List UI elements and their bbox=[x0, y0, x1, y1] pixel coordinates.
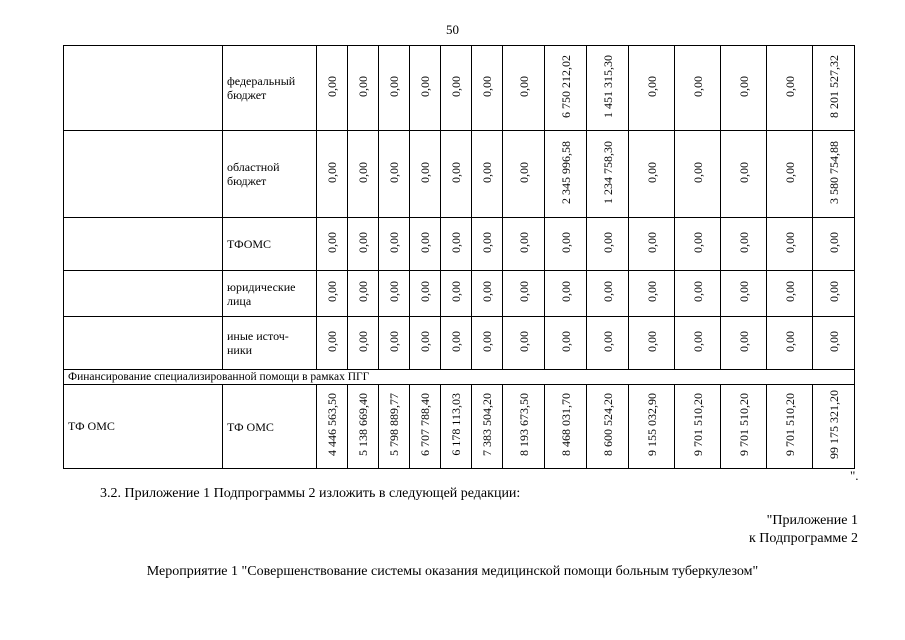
value-text: 5 138 669,40 bbox=[356, 393, 370, 456]
value-cell bbox=[767, 218, 813, 271]
value-cell bbox=[675, 46, 721, 131]
value-text: 0,00 bbox=[356, 75, 370, 97]
funding-source-cell: юридические лица bbox=[223, 271, 317, 317]
value-cell bbox=[410, 385, 441, 469]
value-text: 0,00 bbox=[480, 231, 494, 253]
row-label-cell bbox=[64, 131, 223, 218]
value-cell bbox=[317, 385, 348, 469]
value-cell bbox=[441, 46, 472, 131]
value-text: 0,00 bbox=[826, 281, 841, 302]
value-cell bbox=[379, 271, 410, 317]
value-cell bbox=[472, 271, 503, 317]
value-cell bbox=[721, 131, 767, 218]
value-text: 8 201 527,32 bbox=[826, 54, 841, 118]
value-text: 0,00 bbox=[356, 330, 370, 352]
value-text: 0,00 bbox=[644, 231, 659, 253]
value-cell bbox=[503, 218, 545, 271]
table-row bbox=[64, 271, 855, 317]
value-text: 0,00 bbox=[644, 75, 659, 97]
value-cell bbox=[441, 317, 472, 370]
value-cell bbox=[813, 46, 855, 131]
value-text: 0,00 bbox=[736, 281, 751, 302]
value-text: 0,00 bbox=[690, 75, 705, 97]
value-text: 0,00 bbox=[644, 161, 659, 183]
value-text: 0,00 bbox=[516, 161, 531, 183]
value-text: 0,00 bbox=[480, 75, 494, 97]
table-row bbox=[64, 46, 855, 131]
value-cell bbox=[813, 317, 855, 370]
table-row bbox=[64, 218, 855, 271]
value-text: 0,00 bbox=[356, 161, 370, 183]
funding-source-cell: областной бюджет bbox=[223, 131, 317, 218]
value-cell bbox=[629, 271, 675, 317]
value-text: 0,00 bbox=[449, 281, 463, 302]
value-cell bbox=[472, 46, 503, 131]
value-cell bbox=[629, 218, 675, 271]
value-cell bbox=[587, 46, 629, 131]
value-cell bbox=[317, 218, 348, 271]
value-cell bbox=[503, 385, 545, 469]
value-text: 0,00 bbox=[826, 231, 841, 253]
value-text: 9 701 510,20 bbox=[690, 393, 705, 456]
value-text: 0,00 bbox=[558, 330, 573, 352]
value-text: 4 446 563,50 bbox=[325, 393, 339, 456]
table-row bbox=[64, 131, 855, 218]
value-cell bbox=[813, 131, 855, 218]
value-text: 0,00 bbox=[690, 161, 705, 183]
value-cell bbox=[410, 317, 441, 370]
value-cell bbox=[317, 317, 348, 370]
value-text: 0,00 bbox=[356, 231, 370, 253]
row-label-cell bbox=[64, 46, 223, 131]
value-cell bbox=[348, 317, 379, 370]
value-text: 8 600 524,20 bbox=[600, 393, 615, 456]
value-text: 0,00 bbox=[387, 75, 401, 97]
value-text: 0,00 bbox=[325, 75, 339, 97]
funding-source-cell: ТФ ОМС bbox=[223, 385, 317, 469]
value-text: 0,00 bbox=[356, 281, 370, 302]
value-cell bbox=[721, 271, 767, 317]
value-text: 1 451 315,30 bbox=[600, 54, 615, 118]
value-text: 0,00 bbox=[558, 231, 573, 253]
value-text: 0,00 bbox=[736, 75, 751, 97]
value-cell bbox=[813, 271, 855, 317]
value-text: 1 234 758,30 bbox=[600, 140, 615, 204]
value-text: 6 707 788,40 bbox=[418, 393, 432, 456]
value-text: 0,00 bbox=[418, 75, 432, 97]
value-cell bbox=[503, 131, 545, 218]
value-text: 0,00 bbox=[600, 330, 615, 352]
value-text: 0,00 bbox=[516, 281, 531, 302]
value-cell bbox=[410, 271, 441, 317]
appendix-line-2: к Подпрограмме 2 bbox=[748, 531, 858, 546]
value-cell bbox=[317, 46, 348, 131]
value-cell bbox=[629, 46, 675, 131]
value-cell bbox=[472, 317, 503, 370]
value-cell bbox=[629, 317, 675, 370]
value-text: 0,00 bbox=[690, 330, 705, 352]
funding-source-cell: иные источ-ники bbox=[223, 317, 317, 370]
value-cell bbox=[545, 131, 587, 218]
value-cell bbox=[675, 271, 721, 317]
row-label-cell bbox=[64, 317, 223, 370]
value-text: 2 345 996,58 bbox=[558, 140, 573, 204]
value-text: 9 701 510,20 bbox=[782, 393, 797, 456]
amendment-paragraph: 3.2. Приложение 1 Подпрограммы 2 изложить в следующей редакции: bbox=[100, 486, 521, 501]
row-label-cell bbox=[64, 218, 223, 271]
value-cell bbox=[379, 385, 410, 469]
value-text: 0,00 bbox=[690, 231, 705, 253]
value-text: 0,00 bbox=[782, 281, 797, 302]
value-cell bbox=[545, 385, 587, 469]
value-cell bbox=[348, 131, 379, 218]
value-cell bbox=[348, 46, 379, 131]
value-text: 0,00 bbox=[449, 231, 463, 253]
value-cell bbox=[767, 317, 813, 370]
value-text: 0,00 bbox=[516, 330, 531, 352]
appendix-reference bbox=[749, 512, 858, 548]
value-cell bbox=[503, 46, 545, 131]
value-cell bbox=[379, 131, 410, 218]
value-text: 0,00 bbox=[449, 330, 463, 352]
value-text: 9 701 510,20 bbox=[736, 393, 751, 456]
value-text: 0,00 bbox=[418, 231, 432, 253]
value-text: 0,00 bbox=[600, 231, 615, 253]
value-cell bbox=[545, 317, 587, 370]
value-text: 0,00 bbox=[418, 330, 432, 352]
value-text: 99 175 321,20 bbox=[826, 390, 841, 459]
value-text: 0,00 bbox=[644, 281, 659, 302]
value-text: 0,00 bbox=[516, 75, 531, 97]
value-text: 0,00 bbox=[480, 161, 494, 183]
value-cell bbox=[767, 46, 813, 131]
value-cell bbox=[767, 131, 813, 218]
value-cell bbox=[721, 218, 767, 271]
value-text: 8 468 031,70 bbox=[558, 393, 573, 456]
value-text: 0,00 bbox=[736, 161, 751, 183]
value-cell bbox=[472, 131, 503, 218]
value-cell bbox=[441, 271, 472, 317]
value-text: 0,00 bbox=[782, 330, 797, 352]
value-cell bbox=[545, 46, 587, 131]
section-label: Финансирование специализированной помощи в рамках ПГГ bbox=[64, 370, 855, 385]
value-text: 0,00 bbox=[516, 231, 531, 253]
value-cell bbox=[441, 131, 472, 218]
value-text: 0,00 bbox=[325, 161, 339, 183]
value-cell bbox=[545, 218, 587, 271]
value-text: 9 155 032,90 bbox=[644, 393, 659, 456]
closing-quote: ". bbox=[850, 468, 859, 483]
row-label-cell bbox=[64, 271, 223, 317]
value-cell bbox=[767, 271, 813, 317]
value-cell bbox=[441, 385, 472, 469]
value-text: 0,00 bbox=[325, 231, 339, 253]
value-cell bbox=[675, 317, 721, 370]
value-cell bbox=[348, 271, 379, 317]
value-text: 0,00 bbox=[782, 231, 797, 253]
value-cell bbox=[675, 131, 721, 218]
value-text: 0,00 bbox=[644, 330, 659, 352]
value-text: 0,00 bbox=[325, 330, 339, 352]
value-cell bbox=[721, 317, 767, 370]
value-cell bbox=[813, 385, 855, 469]
value-text: 5 798 889,77 bbox=[387, 393, 401, 456]
funding-source-cell: ТФОМС bbox=[223, 218, 317, 271]
value-text: 3 580 754,88 bbox=[826, 140, 841, 204]
value-cell bbox=[317, 131, 348, 218]
value-cell bbox=[587, 218, 629, 271]
value-cell bbox=[503, 271, 545, 317]
funding-source-cell: федеральный бюджет bbox=[223, 46, 317, 131]
value-text: 0,00 bbox=[387, 281, 401, 302]
value-cell bbox=[348, 385, 379, 469]
budget-rows bbox=[64, 46, 855, 370]
value-text: 0,00 bbox=[418, 161, 432, 183]
value-text: 0,00 bbox=[736, 330, 751, 352]
value-text: 0,00 bbox=[387, 330, 401, 352]
value-cell bbox=[545, 271, 587, 317]
value-cell bbox=[629, 385, 675, 469]
tfoms-rows bbox=[64, 385, 855, 469]
value-cell bbox=[379, 218, 410, 271]
value-text: 0,00 bbox=[480, 330, 494, 352]
value-text: 0,00 bbox=[782, 75, 797, 97]
value-cell bbox=[410, 131, 441, 218]
value-cell bbox=[587, 385, 629, 469]
value-text: 8 193 673,50 bbox=[516, 393, 531, 456]
value-cell bbox=[587, 131, 629, 218]
value-cell bbox=[813, 218, 855, 271]
value-text: 6 750 212,02 bbox=[558, 54, 573, 118]
value-cell bbox=[379, 317, 410, 370]
value-cell bbox=[472, 218, 503, 271]
row-label-cell: ТФ ОМС bbox=[64, 385, 223, 469]
value-cell bbox=[587, 317, 629, 370]
value-cell bbox=[767, 385, 813, 469]
value-cell bbox=[472, 385, 503, 469]
value-cell bbox=[503, 317, 545, 370]
page-number: 50 bbox=[446, 22, 459, 37]
value-cell bbox=[675, 385, 721, 469]
value-text: 0,00 bbox=[325, 281, 339, 302]
financing-table bbox=[63, 45, 855, 469]
appendix-line-1: "Приложение 1 bbox=[766, 513, 858, 528]
value-text: 0,00 bbox=[418, 281, 432, 302]
value-text: 0,00 bbox=[558, 281, 573, 302]
value-text: 0,00 bbox=[736, 231, 751, 253]
value-cell bbox=[348, 218, 379, 271]
value-text: 0,00 bbox=[826, 330, 841, 352]
value-cell bbox=[629, 131, 675, 218]
value-cell bbox=[379, 46, 410, 131]
value-text: 0,00 bbox=[600, 281, 615, 302]
event-title: Мероприятие 1 "Совершенствование системы оказания медицинской помощи больным туберкулезом" bbox=[146, 564, 759, 579]
value-text: 7 383 504,20 bbox=[480, 393, 494, 456]
value-text: 0,00 bbox=[690, 281, 705, 302]
value-text: 0,00 bbox=[782, 161, 797, 183]
value-text: 0,00 bbox=[387, 161, 401, 183]
value-cell bbox=[441, 218, 472, 271]
value-text: 0,00 bbox=[449, 75, 463, 97]
value-cell bbox=[675, 218, 721, 271]
value-cell bbox=[587, 271, 629, 317]
value-text: 6 178 113,03 bbox=[449, 393, 463, 456]
table-row bbox=[64, 317, 855, 370]
value-cell bbox=[721, 385, 767, 469]
value-text: 0,00 bbox=[480, 281, 494, 302]
value-text: 0,00 bbox=[449, 161, 463, 183]
value-cell bbox=[410, 46, 441, 131]
value-cell bbox=[317, 271, 348, 317]
table-row bbox=[64, 385, 855, 469]
value-cell bbox=[410, 218, 441, 271]
section-row bbox=[64, 370, 855, 385]
value-cell bbox=[721, 46, 767, 131]
value-text: 0,00 bbox=[387, 231, 401, 253]
